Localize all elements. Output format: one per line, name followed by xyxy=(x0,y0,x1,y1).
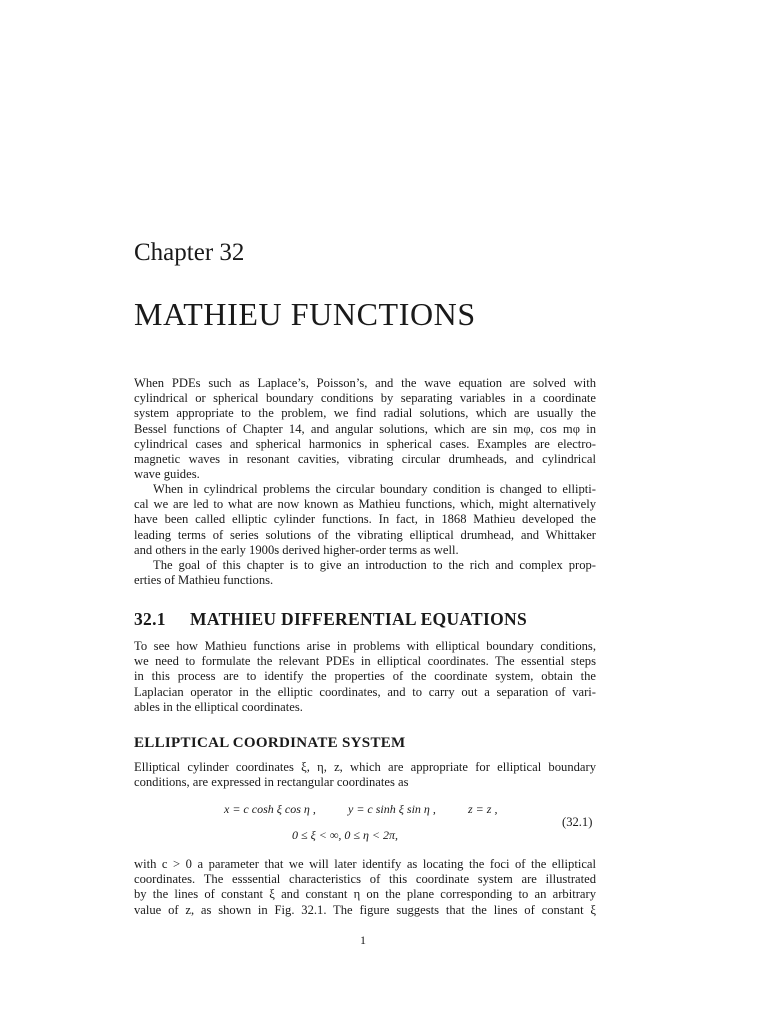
section-title: MATHIEU DIFFERENTIAL EQUATIONS xyxy=(190,609,528,629)
text-line: cylindrical or spherical boundary conditions by separating variables in a coordinate xyxy=(134,391,596,406)
text-line: magnetic waves in resonant cavities, vibrating circular drumheads, and cylindrical xyxy=(134,451,596,466)
text-line: cal we are led to what are now known as Mathieu functions, which, might alternatively xyxy=(134,497,596,512)
text-line: The goal of this chapter is to give an introduction to the rich and complex prop- xyxy=(153,558,596,572)
subsection-paragraph-2 xyxy=(134,857,596,918)
equation-line-2: 0 ≤ ξ < ∞, 0 ≤ η < 2π, xyxy=(292,828,399,842)
text-line: and others in the early 1900s derived higher-order terms as well. xyxy=(134,542,459,557)
text-line: leading terms of series solutions of the vibrating elliptical drumhead, and Whittaker xyxy=(134,527,596,542)
text-line: When PDEs such as Laplace’s, Poisson’s, and the wave equation are solved with xyxy=(134,376,596,390)
text-line: erties of Mathieu functions. xyxy=(134,573,274,588)
text-line: value of z, as shown in Fig. 32.1. The figure suggests that the lines of constant ξ xyxy=(134,902,596,917)
text-line: To see how Mathieu functions arise in problems with elliptical boundary conditions, xyxy=(134,639,596,653)
text-line: Bessel functions of Chapter 14, and angular solutions, which are sin mφ, cos mφ in xyxy=(134,421,596,436)
intro-paragraph-1 xyxy=(134,376,596,482)
equation-z: z = z , xyxy=(468,802,498,816)
text-line: wave guides. xyxy=(134,467,200,482)
equation-x: x = c cosh ξ cos η , xyxy=(224,802,316,816)
chapter-title: MATHIEU FUNCTIONS xyxy=(134,296,476,332)
text-line: we need to formulate the relevant PDEs in elliptical coordinates. The essential steps xyxy=(134,654,596,669)
text-line: with c > 0 a parameter that we will later identify as locating the foci of the elliptical xyxy=(134,857,596,871)
section-heading xyxy=(134,608,596,630)
text-line: system appropriate to the problem, we find radial solutions, which are usually the xyxy=(134,406,596,421)
text-line: Laplacian operator in the elliptic coordinates, and to carry out a separation of vari- xyxy=(134,684,596,699)
equation-number: (32.1) xyxy=(562,815,593,829)
text-line: ables in the elliptical coordinates. xyxy=(134,699,303,714)
text-line: coordinates. The esssential characteristics of this coordinate system are illustrated xyxy=(134,872,596,887)
text-line: conditions, are expressed in rectangular coordinates as xyxy=(134,775,409,790)
text-line: in this process are to identify the properties of the coordinate system, obtain the xyxy=(134,669,596,684)
text-line: cylindrical cases and spherical harmonics in spherical cases. Examples are electro- xyxy=(134,436,596,451)
text-line: have been called elliptic cylinder functions. In fact, in 1868 Mathieu developed the xyxy=(134,512,596,527)
equation-y: y = c sinh ξ sin η , xyxy=(348,802,436,816)
section-paragraph xyxy=(134,639,596,715)
subsection-paragraph-1 xyxy=(134,760,596,790)
section-number: 32.1 xyxy=(134,609,166,629)
intro-paragraph-2 xyxy=(134,482,596,558)
page-number: 1 xyxy=(360,933,366,947)
equation-line-1 xyxy=(224,802,497,817)
intro-paragraph-3 xyxy=(134,558,596,588)
text-line: When in cylindrical problems the circular boundary condition is changed to ellipti- xyxy=(153,482,596,496)
text-line: Elliptical cylinder coordinates ξ, η, z, which are appropriate for elliptical boundary xyxy=(134,760,596,774)
text-line: by the lines of constant ξ and constant η on the plane corresponding to an arbitrary xyxy=(134,887,596,902)
chapter-label: Chapter 32 xyxy=(134,239,245,266)
subsection-heading: ELLIPTICAL COORDINATE SYSTEM xyxy=(134,735,406,751)
